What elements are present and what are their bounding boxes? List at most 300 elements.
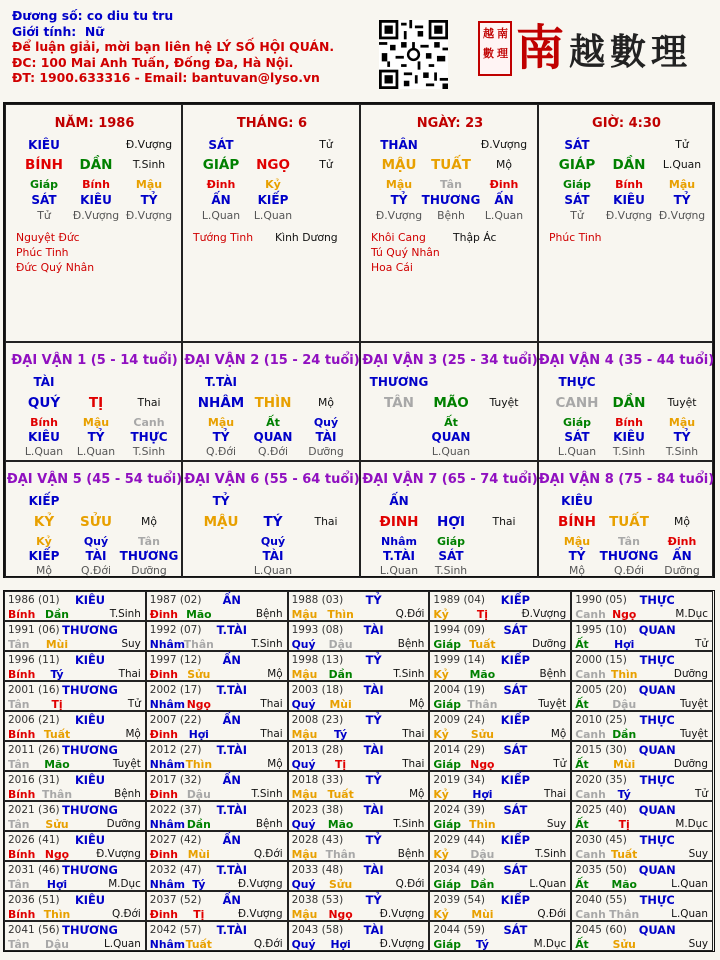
year-star: SÁT: [503, 683, 528, 697]
year-state: Đ.Vượng: [379, 938, 425, 950]
year-cell: [4, 771, 146, 801]
pillar-branch-extra: Mộ: [496, 158, 512, 171]
year-star: TÀI: [363, 923, 384, 937]
year-cell: [4, 831, 146, 861]
year-star: KIÊU: [74, 773, 106, 787]
pillar-cell: [538, 104, 713, 342]
year-state: Bệnh: [397, 848, 425, 860]
luck-hidden-star: ẤN: [672, 549, 692, 563]
shensha-item: Đức Quý Nhân: [16, 261, 95, 274]
year-branch: Tý: [334, 728, 348, 741]
luck-pillar-stem: QUÝ: [27, 395, 61, 411]
year-label: 1989 (04): [433, 594, 486, 606]
year-stem: Canh: [575, 728, 606, 741]
year-cell: [429, 681, 571, 711]
luck-pillar-cell: [182, 461, 360, 578]
year-state: Thai: [402, 728, 425, 740]
year-state: T.Sinh: [393, 668, 425, 680]
pillar-stem-star: THÂN: [380, 138, 418, 152]
year-branch: Sửu: [45, 818, 69, 831]
year-stem: Quý: [291, 638, 316, 651]
year-cell: [288, 681, 430, 711]
year-label: 1990 (05): [575, 594, 627, 606]
year-stem: Kỷ: [433, 908, 449, 921]
year-stem: Quý: [291, 818, 316, 831]
year-state: M.Dục: [108, 878, 141, 890]
gender-label: Giới tính:: [12, 23, 77, 39]
luck-hidden-state: L.Quan: [557, 445, 597, 458]
year-cell: [571, 651, 713, 681]
year-branch: Hợi: [330, 938, 351, 951]
year-state: Q.Đới: [395, 878, 425, 890]
year-stem: Mậu: [291, 668, 318, 681]
year-label: 2000 (15): [575, 654, 627, 666]
luck-hidden-state: Mộ: [36, 564, 52, 577]
year-state: Q.Đới: [253, 938, 283, 950]
luck-pillar-stem: NHÂM: [197, 395, 245, 411]
luck-hidden-state: Q.Đới: [614, 564, 644, 577]
luck-hidden-stem: Tân: [138, 535, 160, 548]
hidden-stem-state: Đ.Vượng: [72, 209, 120, 222]
shensha-item: Kình Dương: [275, 231, 338, 244]
year-label: 2003 (18): [291, 684, 344, 696]
year-star: SÁT: [503, 743, 528, 757]
pillar-title: THÁNG: 6: [236, 116, 308, 131]
luck-pillar-star: KIẾP: [28, 494, 60, 508]
luck-hidden-star: KIẾP: [28, 549, 60, 563]
red-seal-icon: 越 南 數 理: [478, 21, 512, 76]
year-branch: Dậu: [612, 698, 637, 711]
luck-hidden-state: L.Quan: [253, 564, 293, 577]
year-branch: Dậu: [186, 788, 211, 801]
year-stem: Mậu: [291, 728, 318, 741]
year-branch: Thân: [325, 848, 356, 861]
luck-pillar-star: ẤN: [389, 494, 409, 508]
year-cell: [288, 801, 430, 831]
year-branch: Thìn: [43, 908, 71, 921]
year-stem: Tân: [8, 698, 30, 711]
pillar-branch: NGỌ: [256, 157, 290, 173]
year-star: TÀI: [363, 803, 384, 817]
year-branch: Sửu: [470, 728, 494, 741]
bazi-grid: [3, 102, 715, 578]
year-star: THƯƠNG: [62, 863, 118, 877]
pillar-stem: GIÁP: [558, 157, 596, 173]
year-star: ẤN: [222, 773, 241, 787]
year-stem: Canh: [575, 908, 606, 921]
luck-pillar-stem: CANH: [555, 395, 599, 411]
year-state: Tử: [553, 758, 567, 770]
year-label: 2021 (36): [8, 804, 60, 816]
year-state: Dưỡng: [673, 668, 708, 680]
year-label: 1992 (07): [149, 624, 202, 636]
luck-pillar-state: Thai: [314, 515, 338, 528]
year-cell: [429, 621, 571, 651]
year-cell: [146, 711, 288, 741]
year-stem: Kỷ: [433, 848, 449, 861]
luck-hidden-state: Dưỡng: [308, 445, 344, 458]
year-state: Mộ: [125, 728, 141, 740]
year-label: 2018 (33): [291, 774, 344, 786]
year-label: 2010 (25): [575, 714, 627, 726]
year-state: Dưỡng: [673, 758, 708, 770]
luck-hidden-star: QUAN: [431, 430, 471, 444]
year-branch: Mão: [327, 818, 354, 831]
year-state: Tuyệt: [538, 698, 567, 710]
header-info: [12, 8, 334, 86]
year-branch: Thìn: [610, 668, 638, 681]
year-star: KIẾP: [500, 653, 530, 667]
luck-pillar-title: ĐẠI VẬN 6 (55 - 64 tuổi): [184, 472, 360, 487]
year-cell: [571, 621, 713, 651]
year-branch: Dậu: [328, 638, 353, 651]
year-star: TỶ: [365, 773, 382, 787]
year-star: KIÊU: [74, 593, 106, 607]
year-cell: [571, 711, 713, 741]
luck-pillar-state: Tuyệt: [667, 396, 697, 409]
year-star: KIẾP: [500, 713, 530, 727]
year-stem: Đinh: [149, 668, 178, 681]
year-label: 2020 (35): [575, 774, 627, 786]
luck-hidden-star: TỶ: [87, 430, 105, 444]
year-branch: Sửu: [329, 878, 353, 891]
luck-hidden-stem: Bính: [615, 416, 643, 429]
luck-hidden-star: THƯƠNG: [119, 549, 179, 563]
year-star: SÁT: [503, 863, 528, 877]
year-label: 2038 (53): [291, 894, 344, 906]
year-cell: [429, 591, 571, 621]
year-state: Suy: [546, 818, 567, 830]
pillar-branch-extra: Tử: [319, 158, 333, 171]
year-cell: [4, 921, 146, 951]
year-state: Bệnh: [114, 788, 141, 800]
hidden-stem-star: TỶ: [673, 193, 691, 207]
year-stem: Đinh: [149, 608, 178, 621]
year-state: Đ.Vượng: [379, 908, 425, 920]
pillar-cell: [182, 104, 360, 342]
luck-hidden-star: QUAN: [253, 430, 293, 444]
year-cell: [571, 831, 713, 861]
year-label: 2001 (16): [8, 684, 60, 696]
year-star: SÁT: [503, 623, 528, 637]
year-state: Suy: [688, 848, 708, 860]
year-state: Tuyệt: [680, 698, 708, 710]
year-cell: [4, 861, 146, 891]
year-star: KIẾP: [500, 833, 530, 847]
year-star: QUAN: [638, 623, 676, 637]
luck-hidden-state: L.Quan: [431, 445, 471, 458]
year-star: QUAN: [638, 743, 676, 757]
year-cell: [288, 651, 430, 681]
year-stem: Nhâm: [149, 758, 186, 771]
year-branch: Dậu: [45, 938, 69, 951]
year-star: TỶ: [365, 653, 382, 667]
year-branch: Thân: [467, 698, 498, 711]
year-branch: Tị: [335, 758, 347, 771]
luck-pillar-branch: HỢI: [436, 514, 466, 530]
hidden-stem-state: L.Quan: [201, 209, 241, 222]
yearly-luck-table: [3, 590, 715, 952]
year-state: L.Quan: [103, 938, 141, 950]
luck-hidden-stem: Tân: [618, 535, 640, 548]
hidden-stem-star: KIẾP: [257, 193, 289, 207]
year-cell: [429, 771, 571, 801]
year-star: KIÊU: [74, 893, 106, 907]
year-label: 2027 (42): [149, 834, 202, 846]
year-stem: Canh: [575, 608, 606, 621]
year-state: Mộ: [409, 788, 425, 800]
year-stem: Canh: [575, 668, 606, 681]
year-stem: Kỷ: [433, 728, 449, 741]
year-star: TÀI: [363, 623, 384, 637]
year-cell: [4, 741, 146, 771]
year-branch: Tý: [475, 938, 489, 951]
year-state: Dưỡng: [532, 638, 567, 650]
year-branch: Dần: [45, 608, 69, 621]
year-stem: Đinh: [149, 788, 178, 801]
year-branch: Sửu: [187, 668, 211, 681]
hidden-stem: Đinh: [489, 178, 519, 191]
year-label: 2007 (22): [149, 714, 202, 726]
year-branch: Tuất: [327, 788, 354, 801]
luck-pillar-title: ĐẠI VẬN 5 (45 - 54 tuổi): [6, 472, 183, 487]
luck-hidden-stem: Canh: [133, 416, 165, 429]
year-state: Bệnh: [539, 668, 567, 680]
luck-pillar-stem: BÍNH: [558, 514, 596, 530]
year-branch: Thìn: [185, 758, 213, 771]
year-branch: Tị: [618, 818, 630, 831]
pillar-branch: TUẤT: [431, 157, 471, 173]
year-label: 2035 (50): [575, 864, 627, 876]
hidden-stem-star: SÁT: [564, 193, 590, 207]
year-stem: Bính: [8, 728, 36, 741]
year-state: Q.Đới: [112, 908, 141, 920]
year-cell: [571, 771, 713, 801]
year-label: 1996 (11): [8, 654, 60, 666]
year-star: THỰC: [639, 893, 675, 907]
year-stem: Mậu: [291, 848, 318, 861]
year-cell: [146, 801, 288, 831]
year-cell: [571, 921, 713, 951]
year-stem: Tân: [8, 818, 30, 831]
year-branch: Dần: [186, 818, 211, 831]
year-state: Dưỡng: [106, 818, 141, 830]
luck-pillar-stem: MẬU: [203, 514, 239, 530]
year-label: 2011 (26): [8, 744, 60, 756]
year-stem: Quý: [291, 758, 316, 771]
year-star: T.TÀI: [216, 623, 247, 637]
luck-pillar-cell: [5, 342, 182, 461]
year-stem: Canh: [575, 848, 606, 861]
pillar-branch-extra: L.Quan: [662, 158, 702, 171]
year-state: Suy: [688, 938, 708, 950]
pillar-branch: DẦN: [612, 157, 646, 173]
year-cell: [4, 711, 146, 741]
luck-hidden-state: T.Sinh: [132, 445, 166, 458]
pillar-cell: [360, 104, 538, 342]
pillar-stem-star: SÁT: [564, 138, 590, 152]
luck-pillar-stem: TÂN: [384, 395, 414, 411]
year-star: TÀI: [363, 683, 384, 697]
shensha-item: Phúc Tinh: [16, 246, 69, 259]
year-branch: Thân: [41, 788, 73, 801]
year-label: 2028 (43): [291, 834, 344, 846]
year-state: Thai: [402, 758, 425, 770]
hidden-stem: Mậu: [135, 178, 163, 191]
year-cell: [146, 621, 288, 651]
year-state: Bệnh: [255, 608, 283, 620]
luck-pillar-state: Mộ: [318, 396, 334, 409]
year-star: T.TÀI: [216, 683, 247, 697]
year-star: THƯƠNG: [62, 623, 118, 637]
year-label: 2002 (17): [149, 684, 202, 696]
year-cell: [429, 891, 571, 921]
hidden-stem-star: KIÊU: [80, 193, 112, 207]
year-cell: [4, 651, 146, 681]
year-branch: Mão: [186, 608, 212, 621]
year-branch: Tuất: [185, 938, 212, 951]
year-label: 2023 (38): [291, 804, 344, 816]
luck-hidden-state: Q.Đới: [81, 564, 111, 577]
hidden-stem-star: TỶ: [390, 193, 408, 207]
year-state: Thai: [260, 698, 283, 710]
year-cell: [146, 891, 288, 921]
luck-hidden-star: TÀI: [315, 430, 337, 444]
address-line: ĐC: 100 Mai Anh Tuấn, Đống Đa, Hà Nội.: [12, 54, 294, 70]
year-branch: Tuất: [611, 848, 638, 861]
year-branch: Mão: [469, 668, 496, 681]
year-cell: [429, 711, 571, 741]
gender-row: [12, 24, 334, 40]
year-stem: Giáp: [433, 818, 461, 831]
year-label: 2029 (44): [433, 834, 486, 846]
year-branch: Mùi: [187, 848, 210, 861]
luck-pillar-stem: KỶ: [33, 514, 55, 530]
year-label: 2045 (60): [575, 924, 627, 936]
year-label: 2015 (30): [575, 744, 627, 756]
year-cell: [146, 831, 288, 861]
hidden-stem-state: Tử: [37, 209, 51, 222]
luck-hidden-stem: Quý: [313, 416, 339, 429]
hidden-stem: Mậu: [385, 178, 413, 191]
luck-hidden-star: KIÊU: [28, 430, 60, 444]
luck-pillar-cell: [538, 342, 713, 461]
shensha-item: Tướng Tinh: [193, 231, 254, 244]
luck-hidden-stem: Bính: [30, 416, 58, 429]
year-branch: Mùi: [471, 908, 494, 921]
year-star: THƯƠNG: [62, 683, 118, 697]
year-stem: Giáp: [433, 638, 461, 651]
pillar-stem-star: SÁT: [208, 138, 234, 152]
pillar-title: NGÀY: 23: [416, 116, 484, 131]
year-star: THỰC: [639, 653, 675, 667]
year-state: L.Quan: [671, 908, 708, 920]
year-label: 2026 (41): [8, 834, 60, 846]
year-state: Bệnh: [397, 638, 425, 650]
year-star: TÀI: [363, 863, 384, 877]
luck-hidden-stem: Ất: [444, 416, 458, 429]
year-star: QUAN: [638, 683, 676, 697]
year-branch: Ngọ: [186, 698, 211, 711]
hidden-stem-star: THƯƠNG: [421, 193, 481, 207]
year-state: Thai: [260, 728, 283, 740]
luck-hidden-star: THỰC: [130, 430, 168, 444]
year-label: 2036 (51): [8, 894, 60, 906]
year-cell: [429, 831, 571, 861]
year-cell: [146, 861, 288, 891]
year-star: SÁT: [503, 803, 528, 817]
year-label: 2033 (48): [291, 864, 344, 876]
qr-code-icon[interactable]: [379, 20, 448, 89]
year-star: ẤN: [222, 653, 241, 667]
year-stem: Mậu: [291, 908, 318, 921]
year-state: Đ.Vượng: [238, 908, 283, 920]
shensha-item: Tú Quý Nhân: [371, 246, 440, 259]
luck-hidden-state: Mộ: [569, 564, 585, 577]
year-cell: [288, 771, 430, 801]
year-branch: Tý: [50, 668, 64, 681]
year-cell: [429, 801, 571, 831]
year-cell: [288, 621, 430, 651]
year-label: 1999 (14): [433, 654, 486, 666]
year-star: QUAN: [638, 803, 676, 817]
year-stem: Đinh: [149, 848, 178, 861]
year-cell: [571, 681, 713, 711]
year-star: T.TÀI: [216, 863, 247, 877]
year-state: M.Dục: [533, 938, 567, 950]
pillar-branch-state: Tử: [675, 138, 689, 151]
year-state: Đ.Vượng: [521, 608, 567, 620]
year-cell: [146, 651, 288, 681]
year-branch: Thân: [183, 638, 214, 651]
hidden-stem: Mậu: [668, 178, 696, 191]
luck-hidden-stem: Mậu: [668, 416, 696, 429]
hidden-stem-state: Bệnh: [437, 209, 465, 222]
year-cell: [429, 741, 571, 771]
luck-hidden-star: THƯƠNG: [599, 549, 659, 563]
year-state: T.Sinh: [251, 788, 283, 800]
year-stem: Ất: [575, 638, 589, 651]
pillar-branch-state: Tử: [319, 138, 333, 151]
year-branch: Dậu: [470, 848, 495, 861]
year-star: KIẾP: [500, 593, 530, 607]
year-branch: Hợi: [472, 788, 493, 801]
hidden-stem-star: SÁT: [31, 193, 57, 207]
year-label: 2039 (54): [433, 894, 486, 906]
year-label: 2044 (59): [433, 924, 486, 936]
year-cell: [4, 681, 146, 711]
year-label: 2031 (46): [8, 864, 60, 876]
luck-pillar-star: TÀI: [33, 375, 55, 389]
luck-pillar-title: ĐẠI VẬN 7 (65 - 74 tuổi): [362, 472, 538, 487]
year-branch: Mùi: [329, 698, 352, 711]
year-stem: Quý: [291, 938, 316, 951]
year-stem: Tân: [8, 938, 30, 951]
year-label: 2009 (24): [433, 714, 486, 726]
hidden-stem: Kỷ: [265, 178, 281, 191]
year-cell: [288, 921, 430, 951]
hidden-stem-state: Tử: [570, 209, 584, 222]
hidden-stem: Bính: [615, 178, 643, 191]
pillar-branch-state: Đ.Vượng: [480, 138, 528, 151]
shensha-item: Phúc Tinh: [549, 231, 602, 244]
year-cell: [288, 831, 430, 861]
luck-hidden-stem: Ất: [266, 416, 280, 429]
shensha-item: Khôi Cang: [371, 231, 426, 244]
shensha-item: Hoa Cái: [371, 261, 413, 274]
year-stem: Bính: [8, 908, 36, 921]
year-label: 2041 (56): [8, 924, 60, 936]
